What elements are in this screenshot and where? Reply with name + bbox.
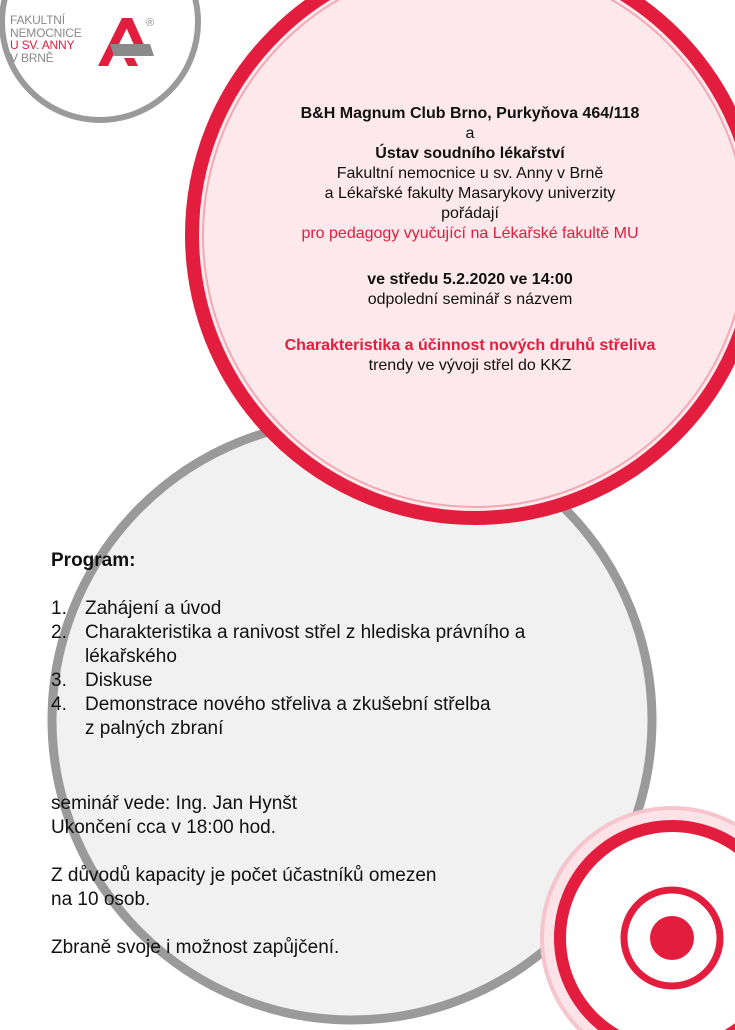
program-item-number: 2. <box>51 622 67 643</box>
logo-text <box>10 14 82 64</box>
logo-line-2: NEMOCNICE <box>10 25 82 40</box>
info-section <box>51 792 437 984</box>
program-item-text-cont: lékařského <box>85 646 177 667</box>
venue: B&H Magnum Club Brno, Purkyňova 464/118 <box>300 105 640 122</box>
seminar-subtitle: trendy ve vývoji střel do KKZ <box>368 357 572 374</box>
hospital-logo <box>10 14 160 74</box>
capacity-line-1: Z důvodů kapacity je počet účastníků omezen <box>51 865 437 886</box>
organize: pořádají <box>441 205 499 222</box>
capacity-line-2: na 10 osob. <box>51 889 151 910</box>
program-title: Program: <box>51 550 136 571</box>
lead-and-end <box>51 792 437 840</box>
connector: a <box>465 125 475 142</box>
program-item-number: 1. <box>51 598 67 619</box>
target-bullseye <box>650 916 694 960</box>
hospital: Fakultní nemocnice u sv. Anny v Brně <box>336 165 604 182</box>
faculty: a Lékařské fakulty Masarykovy univerzity <box>324 185 616 202</box>
program-item <box>51 621 651 669</box>
logo-line-1: FAKULTNÍ <box>10 13 65 27</box>
seminar-intro: odpolední seminář s názvem <box>367 291 573 308</box>
event-header <box>200 104 735 376</box>
capacity-note <box>51 864 437 912</box>
institute: Ústav soudního lékařství <box>375 145 565 162</box>
event-datetime: ve středu 5.2.2020 ve 14:00 <box>367 271 573 288</box>
audience: pro pedagogy vyučující na Lékařské fakultě MU <box>301 225 639 242</box>
program-item-text: Charakteristika a ranivost střel z hlediska právního a <box>85 622 526 643</box>
program-section <box>51 549 651 741</box>
program-item <box>51 669 651 693</box>
logo-line-3: U SV. ANNY <box>10 38 75 52</box>
registered-mark: ® <box>146 17 155 29</box>
hospital-logo-mark-icon <box>94 14 156 70</box>
program-item-text: Demonstrace nového střeliva a zkušební střelba <box>85 694 491 715</box>
program-item-number: 3. <box>51 670 67 691</box>
program-item-text-cont: z palných zbraní <box>85 718 224 739</box>
end-time: Ukončení cca v 18:00 hod. <box>51 817 276 838</box>
weapons-note <box>51 936 437 960</box>
program-list <box>51 597 651 741</box>
program-item-number: 4. <box>51 694 67 715</box>
program-item-text: Diskuse <box>85 670 153 691</box>
program-item <box>51 597 651 621</box>
program-item-text: Zahájení a úvod <box>85 598 222 619</box>
program-item <box>51 693 651 741</box>
weapons-text: Zbraně svoje i možnost zapůjčení. <box>51 937 340 958</box>
seminar-lead: seminář vede: Ing. Jan Hynšt <box>51 793 298 814</box>
logo-line-4: V BRNĚ <box>10 50 54 65</box>
seminar-title: Charakteristika a účinnost nových druhů střeliva <box>284 337 656 354</box>
